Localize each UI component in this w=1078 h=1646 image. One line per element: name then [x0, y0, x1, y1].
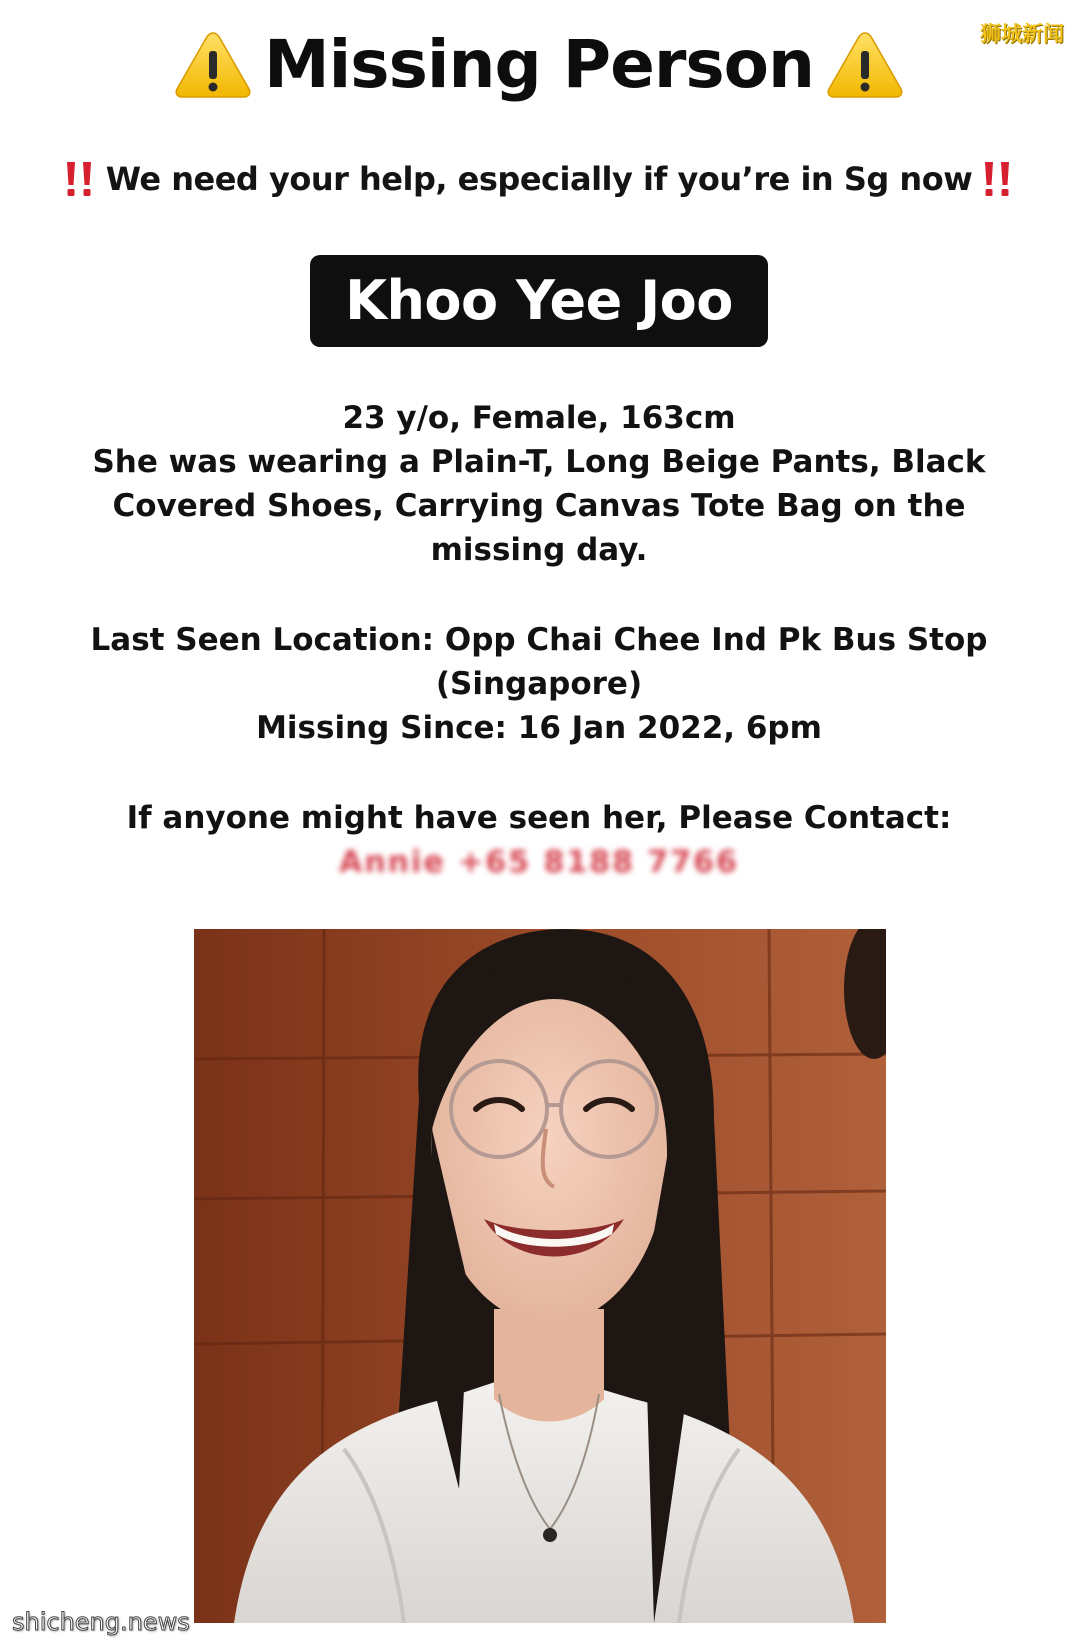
header: [0, 26, 1078, 103]
watermark-bottom: shicheng.news: [12, 1608, 190, 1636]
details-line: 23 y/o, Female, 163cm: [342, 400, 736, 436]
page-title: Missing Person: [264, 26, 814, 103]
last-seen-info: [40, 618, 1038, 750]
missing-since: Missing Since: 16 Jan 2022, 6pm: [256, 710, 822, 746]
watermark-top: 狮城新闻: [980, 22, 1064, 46]
contact-prompt: If anyone might have seen her, Please Contact:: [126, 800, 952, 836]
appeal-line: [0, 160, 1078, 198]
double-exclamation-icon: [63, 160, 97, 198]
person-photo: [194, 929, 886, 1623]
redacted-phone-number: Annie +65 8188 7766: [339, 845, 739, 880]
appeal-text: We need your help, especially if you’re in Sg now: [105, 160, 973, 198]
location-line: (Singapore): [435, 666, 643, 702]
person-name: Khoo Yee Joo: [310, 255, 768, 347]
contact-info: [40, 796, 1038, 885]
details-line: Covered Shoes, Carrying Canvas Tote Bag on the: [112, 488, 966, 524]
person-details: [40, 396, 1038, 572]
warning-icon: [173, 29, 253, 101]
details-line: missing day.: [430, 532, 648, 568]
location-line: Last Seen Location: Opp Chai Chee Ind Pk Bus Stop: [90, 622, 988, 658]
details-line: She was wearing a Plain-T, Long Beige Pants, Black: [92, 444, 986, 480]
double-exclamation-icon: [981, 160, 1015, 198]
warning-icon: [825, 29, 905, 101]
